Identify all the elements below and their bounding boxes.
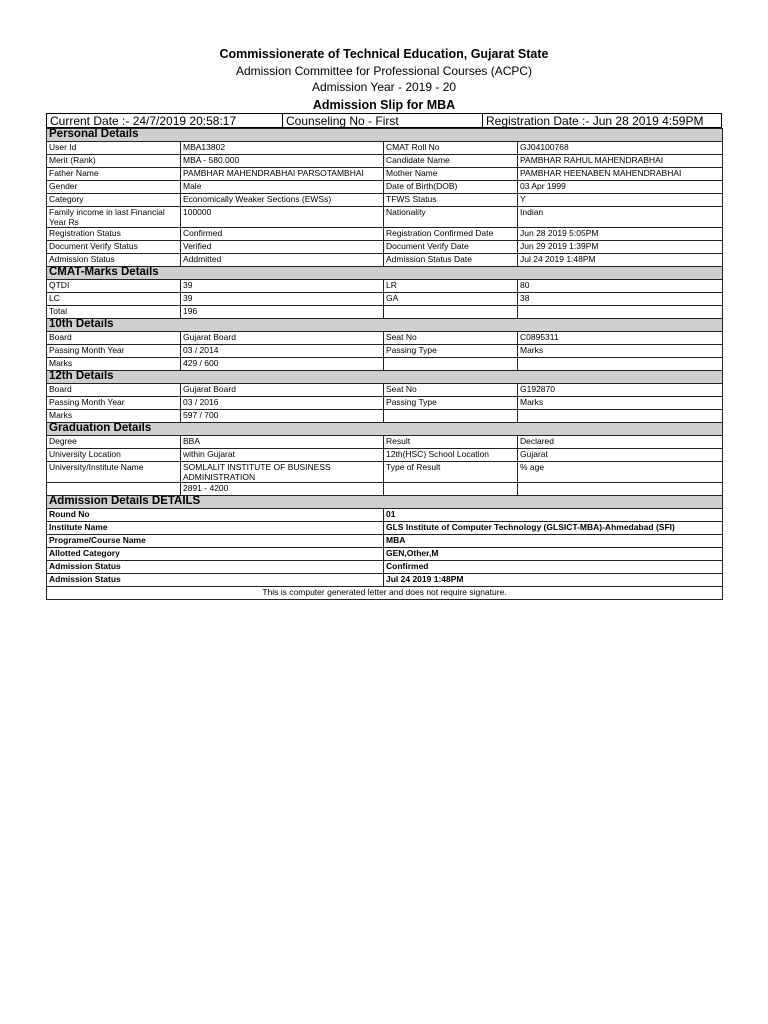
field-label: Admission Status	[47, 254, 181, 267]
field-value	[518, 358, 723, 371]
field-label: Result	[384, 436, 518, 449]
field-value: GEN,Other,M	[384, 548, 723, 561]
section-header-row	[47, 319, 723, 332]
field-label: Family income in last Financial Year Rs	[47, 207, 181, 228]
field-value: 03 Apr 1999	[518, 181, 723, 194]
table-row	[47, 280, 723, 293]
field-label: Merit (Rank)	[47, 155, 181, 168]
field-label: Passing Month Year	[47, 345, 181, 358]
field-label: Marks	[47, 410, 181, 423]
field-value: Gujarat	[518, 449, 723, 462]
field-value: SOMLALIT INSTITUTE OF BUSINESS ADMINISTRATION	[181, 462, 384, 483]
field-value: Jun 28 2019 5:05PM	[518, 228, 723, 241]
field-label	[47, 483, 181, 496]
field-value: 100000	[181, 207, 384, 228]
field-value: BBA	[181, 436, 384, 449]
field-value: Confirmed	[181, 228, 384, 241]
header-line-1: Commissionerate of Technical Education, Gujarat State	[219, 47, 549, 61]
field-label: Registration Confirmed Date	[384, 228, 518, 241]
field-label: Marks	[47, 358, 181, 371]
field-label: Seat No	[384, 332, 518, 345]
section-title: Personal Details	[47, 129, 723, 142]
field-label: LC	[47, 293, 181, 306]
field-label: Admission Status Date	[384, 254, 518, 267]
field-label: 12th(HSC) School Location	[384, 449, 518, 462]
section-title: 12th Details	[47, 371, 723, 384]
table-row	[47, 293, 723, 306]
field-label: Registration Status	[47, 228, 181, 241]
field-value: Jul 24 2019 1:48PM	[384, 574, 723, 587]
footer-note: This is computer generated letter and does not require signature.	[47, 587, 723, 600]
section-header-row	[47, 129, 723, 142]
field-label: Institute Name	[47, 522, 384, 535]
field-value: Gujarat Board	[181, 384, 384, 397]
table-row	[47, 194, 723, 207]
footer-row	[47, 587, 723, 600]
section-header-row	[47, 423, 723, 436]
admission-slip-table	[46, 128, 723, 600]
field-value: Declared	[518, 436, 723, 449]
field-value: Confirmed	[384, 561, 723, 574]
field-value: within Gujarat	[181, 449, 384, 462]
table-row	[47, 483, 723, 496]
field-label: Passing Month Year	[47, 397, 181, 410]
slip-title: Admission Slip for MBA	[312, 98, 456, 112]
field-label: Admission Status	[47, 574, 384, 587]
field-value: 429 / 600	[181, 358, 384, 371]
table-row	[47, 228, 723, 241]
table-row	[47, 397, 723, 410]
counseling-no: Counseling No - First	[283, 114, 483, 127]
table-row	[47, 410, 723, 423]
field-label: LR	[384, 280, 518, 293]
field-value: GJ04100768	[518, 142, 723, 155]
field-value: 03 / 2016	[181, 397, 384, 410]
table-row	[47, 254, 723, 267]
field-value: Male	[181, 181, 384, 194]
field-label: Nationality	[384, 207, 518, 228]
field-value: 03 / 2014	[181, 345, 384, 358]
section-header-row	[47, 371, 723, 384]
field-value: Verified	[181, 241, 384, 254]
field-value: PAMBHAR HEENABEN MAHENDRABHAI	[518, 168, 723, 181]
field-value: C0895311	[518, 332, 723, 345]
table-row	[47, 241, 723, 254]
field-label: Allotted Category	[47, 548, 384, 561]
table-row	[47, 168, 723, 181]
field-value: Jun 29 2019 1:39PM	[518, 241, 723, 254]
field-label: Mother Name	[384, 168, 518, 181]
table-row	[47, 535, 723, 548]
table-row	[47, 561, 723, 574]
field-value: 38	[518, 293, 723, 306]
field-value: GLS Institute of Computer Technology (GLSICT-MBA)-Ahmedabad (SFI)	[384, 522, 723, 535]
table-row	[47, 358, 723, 371]
field-label: Board	[47, 384, 181, 397]
field-label: QTDI	[47, 280, 181, 293]
field-label: Round No	[47, 509, 384, 522]
field-value: MBA	[384, 535, 723, 548]
field-label	[384, 410, 518, 423]
table-row	[47, 155, 723, 168]
field-value: Addmitted	[181, 254, 384, 267]
header-line-3: Admission Year - 2019 - 20	[311, 80, 457, 94]
field-label: University Location	[47, 449, 181, 462]
field-label: CMAT Roll No	[384, 142, 518, 155]
field-label: Candidate Name	[384, 155, 518, 168]
field-value: % age	[518, 462, 723, 483]
field-label: Degree	[47, 436, 181, 449]
field-value: Indian	[518, 207, 723, 228]
field-value: PAMBHAR RAHUL MAHENDRABHAI	[518, 155, 723, 168]
section-title: 10th Details	[47, 319, 723, 332]
table-row	[47, 462, 723, 483]
field-value	[518, 483, 723, 496]
table-row	[47, 384, 723, 397]
table-row	[47, 345, 723, 358]
field-label: Seat No	[384, 384, 518, 397]
section-title: Graduation Details	[47, 423, 723, 436]
header-line-2: Admission Committee for Professional Courses (ACPC)	[235, 64, 533, 78]
field-value: Jul 24 2019 1:48PM	[518, 254, 723, 267]
field-value: MBA13802	[181, 142, 384, 155]
table-row	[47, 574, 723, 587]
field-label: University/Institute Name	[47, 462, 181, 483]
field-label: User Id	[47, 142, 181, 155]
field-label	[384, 358, 518, 371]
table-row	[47, 142, 723, 155]
field-value: Economically Weaker Sections (EWSs)	[181, 194, 384, 207]
table-row	[47, 436, 723, 449]
section-title: Admission Details DETAILS	[47, 496, 723, 509]
field-label: Type of Result	[384, 462, 518, 483]
field-value: Marks	[518, 345, 723, 358]
field-label: TFWS Status	[384, 194, 518, 207]
field-label: Date of Birth(DOB)	[384, 181, 518, 194]
field-value: Marks	[518, 397, 723, 410]
field-label	[384, 306, 518, 319]
section-header-row	[47, 496, 723, 509]
field-label: Father Name	[47, 168, 181, 181]
field-value: Y	[518, 194, 723, 207]
field-label: Passing Type	[384, 397, 518, 410]
current-date: Current Date :- 24/7/2019 20:58:17	[47, 114, 283, 127]
field-label: GA	[384, 293, 518, 306]
field-label: Category	[47, 194, 181, 207]
field-label: Document Verify Status	[47, 241, 181, 254]
table-row	[47, 332, 723, 345]
field-label	[384, 483, 518, 496]
table-row	[47, 522, 723, 535]
section-header-row	[47, 267, 723, 280]
field-value: PAMBHAR MAHENDRABHAI PARSOTAMBHAI	[181, 168, 384, 181]
table-row	[47, 306, 723, 319]
field-value: 39	[181, 293, 384, 306]
field-value	[518, 306, 723, 319]
table-row	[47, 548, 723, 561]
field-label: Programe/Course Name	[47, 535, 384, 548]
field-label: Document Verify Date	[384, 241, 518, 254]
field-value: 597 / 700	[181, 410, 384, 423]
field-value: 196	[181, 306, 384, 319]
field-value: Gujarat Board	[181, 332, 384, 345]
field-label: Board	[47, 332, 181, 345]
section-title: CMAT-Marks Details	[47, 267, 723, 280]
field-value: MBA - 580.000	[181, 155, 384, 168]
table-row	[47, 509, 723, 522]
table-row	[47, 449, 723, 462]
field-label: Total	[47, 306, 181, 319]
field-label: Passing Type	[384, 345, 518, 358]
field-label: Admission Status	[47, 561, 384, 574]
field-label: Gender	[47, 181, 181, 194]
field-value: 39	[181, 280, 384, 293]
registration-date: Registration Date :- Jun 28 2019 4:59PM	[486, 114, 704, 127]
field-value: 01	[384, 509, 723, 522]
info-bar	[46, 113, 722, 128]
field-value: 80	[518, 280, 723, 293]
field-value	[518, 410, 723, 423]
table-row	[47, 181, 723, 194]
table-row	[47, 207, 723, 228]
field-value: G192870	[518, 384, 723, 397]
field-value: 2891 - 4200	[181, 483, 384, 496]
